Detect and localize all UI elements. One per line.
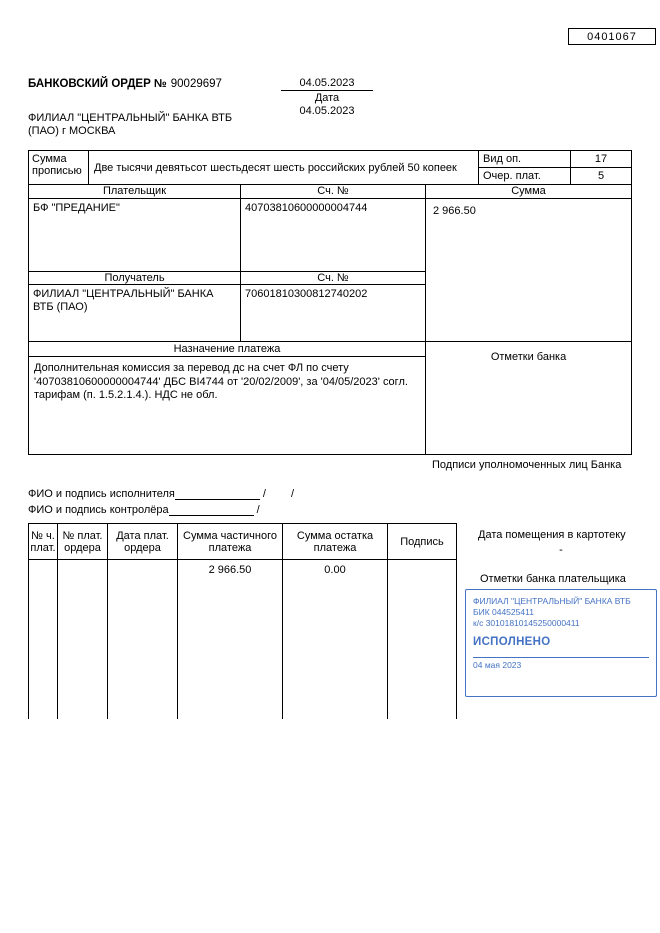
issuing-bank-name — [28, 112, 232, 137]
stamp-status: ИСПОЛНЕНО — [473, 636, 551, 648]
payer-bank-marks-label: Отметки банка плательщика — [480, 573, 626, 585]
controller-signature-underline — [169, 505, 254, 516]
col-header-part-number: № ч. плат. — [29, 524, 58, 560]
sum-header: Сумма — [426, 185, 631, 199]
col-header-order-date: Дата плат. ордера — [108, 524, 178, 560]
amount-words-label: Сумма прописью — [29, 151, 89, 185]
payment-priority-value: 5 — [571, 168, 631, 185]
form-code-box — [568, 28, 656, 45]
operation-type-label: Вид оп. — [479, 151, 571, 168]
col-header-signature: Подпись — [388, 524, 456, 560]
payer-name: БФ "ПРЕДАНИЕ" — [29, 199, 241, 272]
recipient-account-header: Сч. № — [241, 272, 426, 285]
order-date-2: 04.05.2023 — [299, 105, 355, 117]
col-header-remainder-sum: Сумма остатка платежа — [283, 524, 388, 560]
bank-execution-stamp — [465, 589, 657, 697]
controller-signature-row — [28, 504, 260, 516]
order-date: 04.05.2023 — [281, 77, 373, 91]
operation-type-value: 17 — [571, 151, 631, 168]
sum-value: 2 966.50 — [426, 199, 631, 342]
bank-marks-cell — [426, 342, 631, 454]
recipient-name: ФИЛИАЛ "ЦЕНТРАЛЬНЫЙ" БАНКА ВТБ (ПАО) — [29, 285, 241, 342]
date-block — [281, 77, 373, 117]
purpose-text: Дополнительная комиссия за перевод дс на счет ФЛ по счету '40703810600000004744' ДБС BI4744 от '20/02/2009', за '04/05/2023' согл. тарифам (п. 1.5.2.1.4.). НДС не обл. — [29, 357, 426, 454]
partial-payments-table — [28, 523, 457, 719]
bank-name-line2: (ПАО) г МОСКВА — [28, 124, 116, 137]
cell-signature — [388, 560, 456, 719]
purpose-header: Назначение платежа — [29, 342, 426, 357]
col-header-partial-sum: Сумма частичного платежа — [178, 524, 283, 560]
stamp-bank-line: ФИЛИАЛ "ЦЕНТРАЛЬНЫЙ" БАНКА ВТБ — [473, 596, 631, 606]
order-number: 90029697 — [170, 78, 222, 90]
main-table — [28, 150, 632, 455]
recipient-header: Получатель — [29, 272, 241, 285]
executor-label: ФИО и подпись исполнителя — [28, 488, 175, 500]
slash-separator: / — [262, 488, 266, 500]
bank-name-line1: ФИЛИАЛ "ЦЕНТРАЛЬНЫЙ" БАНКА ВТБ — [28, 112, 233, 124]
form-code: 0401067 — [587, 30, 637, 43]
stamp-corr-line: к/с 30101810145250000411 — [473, 618, 580, 628]
cell-remainder-sum: 0.00 — [283, 560, 388, 719]
document-title: БАНКОВСКИЙ ОРДЕР № — [28, 78, 167, 90]
slash-separator: / — [256, 504, 260, 516]
cell-partial-sum: 2 966.50 — [178, 560, 283, 719]
executor-signature-underline — [175, 489, 260, 500]
cell-order-date — [108, 560, 178, 719]
stamp-bik-line: БИК 044525411 — [473, 607, 534, 617]
payer-header: Плательщик — [29, 185, 241, 199]
kartoteka-block — [478, 529, 644, 556]
payer-account-header: Сч. № — [241, 185, 426, 199]
cell-part-number — [29, 560, 58, 719]
payment-priority-label: Очер. плат. — [479, 168, 571, 185]
amount-words-value: Две тысячи девятьсот шестьдесят шесть российских рублей 50 копеек — [89, 151, 479, 185]
kartoteka-value: - — [559, 544, 563, 556]
title-block — [28, 78, 222, 90]
bank-signatures-note: Подписи уполномоченных лиц Банка — [432, 459, 622, 471]
recipient-account: 70601810300812740202 — [241, 285, 426, 342]
date-label: Дата — [314, 92, 340, 104]
payer-account: 40703810600000004744 — [241, 199, 426, 272]
cell-order-number — [58, 560, 108, 719]
slash-separator: / — [290, 488, 295, 500]
bank-marks-label: Отметки банка — [490, 351, 567, 363]
controller-label: ФИО и подпись контролёра — [28, 504, 169, 516]
col-header-order-number: № плат. ордера — [58, 524, 108, 560]
kartoteka-label: Дата помещения в картотеку — [478, 529, 626, 541]
stamp-date: 04 мая 2023 — [473, 657, 649, 671]
executor-signature-row — [28, 488, 294, 500]
